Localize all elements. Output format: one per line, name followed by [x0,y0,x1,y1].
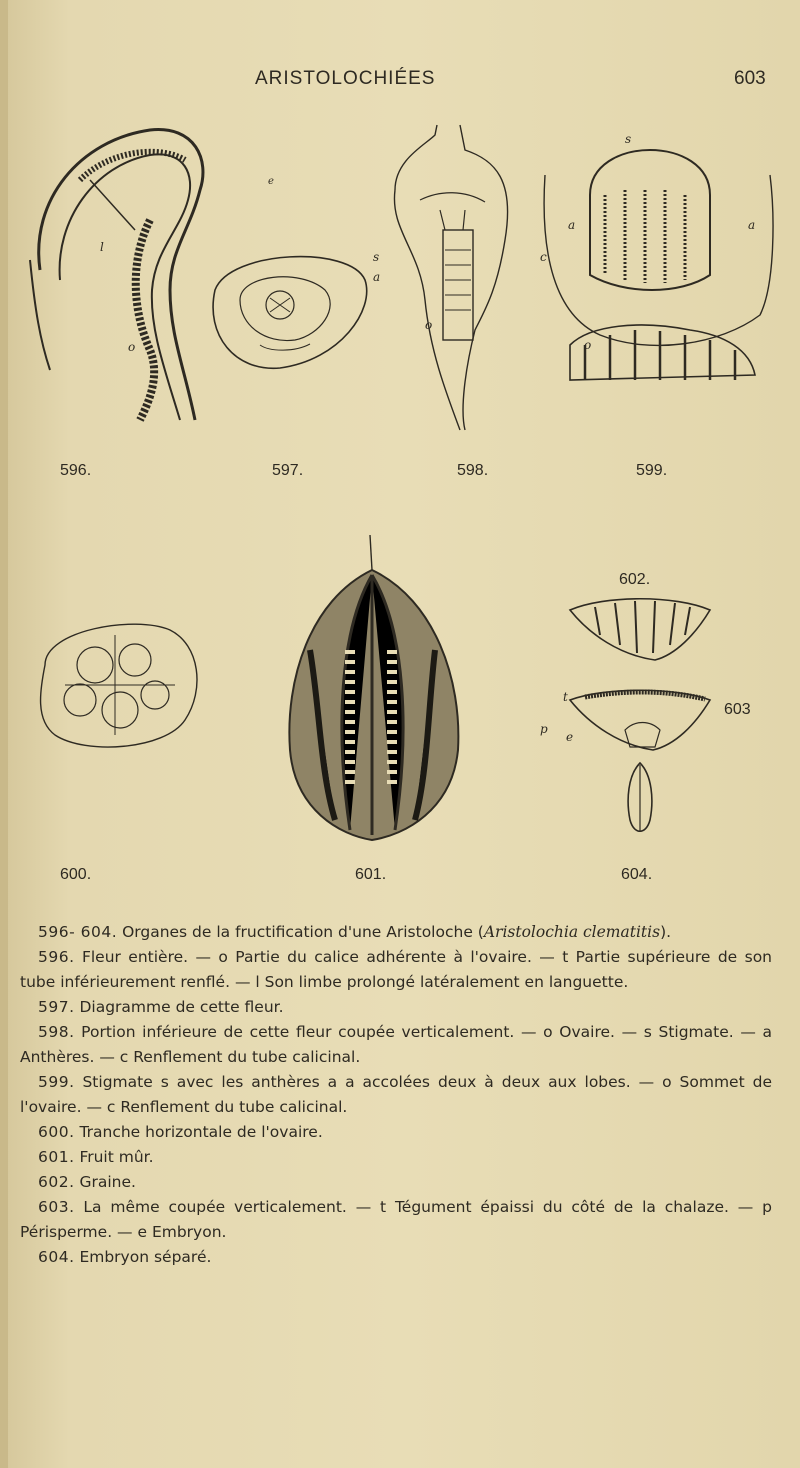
caption-line [20,1120,772,1145]
figure-601-fruit-drawing [280,530,470,850]
figure-label-602: 602. [619,571,651,588]
caption-text: La même coupée verticalement. — t Tégument épaissi du côté de la chalaze. — p Périsperme. — e Embryon. [20,1198,772,1241]
figure-label-603: 603 [724,701,751,718]
figure-597-diagram-drawing [200,240,380,390]
fig598-letter-s: s [373,250,380,264]
running-title: ARISTOLOCHIÉES [255,68,436,89]
caption-text: Portion inférieure de cette fleur coupée verticalement. — o Ovaire. — s Stigmate. — a Anthères. — c Renflement du tube calicinal. [20,1023,772,1066]
figure-602-seed-drawing [565,595,715,665]
caption-number: 596- 604. [38,923,118,941]
caption-number: 602. [38,1173,75,1191]
caption-text: Graine. [79,1173,136,1191]
caption-line [20,1070,772,1120]
caption-text: Stigmate s avec les anthères a a accolées deux à deux aux lobes. — o Sommet de l'ovaire. — c Renflement du tube calicinal. [20,1073,772,1116]
caption-text: Fruit mûr. [79,1148,154,1166]
fig603-letter-t: t [563,690,568,704]
figure-598-section-drawing [365,120,525,440]
caption-text: Tranche horizontale de l'ovaire. [79,1123,323,1141]
fig599-letter-o: o [584,338,592,352]
fig599-letter-a-right: a [748,218,756,232]
caption-text: Organes de la fructification d'une Aristoloche [122,923,473,941]
caption-number: 603. [38,1198,75,1216]
figure-604-embryo-drawing [622,760,658,840]
page-number: 603 [734,68,766,89]
caption-number: 598. [38,1023,75,1041]
fig598-letter-a: a [373,270,381,284]
caption-text: Fleur entière. — o Partie du calice adhérente à l'ovaire. — t Partie supérieure de son tube inférieurement renflé. — l Son limbe prolongé latéralement en languette. [20,948,772,991]
caption-number: 599. [38,1073,75,1091]
fig596-letter-l: l [100,240,104,254]
caption-line [20,1020,772,1070]
caption-species: Aristolochia clematitis [483,923,661,941]
running-head [0,68,800,98]
caption-text: Embryon séparé. [79,1248,212,1266]
figure-599-stigma-drawing [530,135,780,415]
fig598-letter-o: o [425,318,433,332]
caption-line [20,1245,772,1270]
caption-number: 600. [38,1123,75,1141]
fig597-letter-e: e [268,176,274,187]
fig603-letter-e: e [566,730,574,744]
caption-line: 596- 604. Organes de la fructification d'une Aristoloche (Aristolochia clematitis). [38,923,672,941]
figure-label-597: 597. [272,462,304,479]
fig603-letter-p: p [540,722,548,736]
figure-label-596: 596. [60,462,92,479]
figure-596-flower-drawing [20,120,220,440]
fig596-letter-o: o [128,340,136,354]
caption-line [20,1145,772,1170]
caption-number: 596. [38,948,75,966]
figure-label-600: 600. [60,866,92,883]
figure-caption [20,920,772,1270]
figure-603-seed-section-drawing [565,685,715,755]
figure-label-598: 598. [457,462,489,479]
caption-number: 601. [38,1148,75,1166]
caption-line [20,1195,772,1245]
fig599-letter-s: s [625,132,632,146]
caption-number: 604. [38,1248,75,1266]
caption-text: Diagramme de cette fleur. [79,998,284,1016]
caption-number: 597. [38,998,75,1016]
figure-label-601: 601. [355,866,387,883]
fig599-letter-a-left: a [568,218,576,232]
fig599-letter-c: c [540,250,547,264]
figure-label-599: 599. [636,462,668,479]
figure-plate [0,100,800,900]
figure-label-604: 604. [621,866,653,883]
caption-line [20,995,772,1020]
caption-tail: ). [660,923,672,941]
caption-line [20,945,772,995]
caption-line [20,1170,772,1195]
figure-600-ovary-slice-drawing [25,610,215,760]
